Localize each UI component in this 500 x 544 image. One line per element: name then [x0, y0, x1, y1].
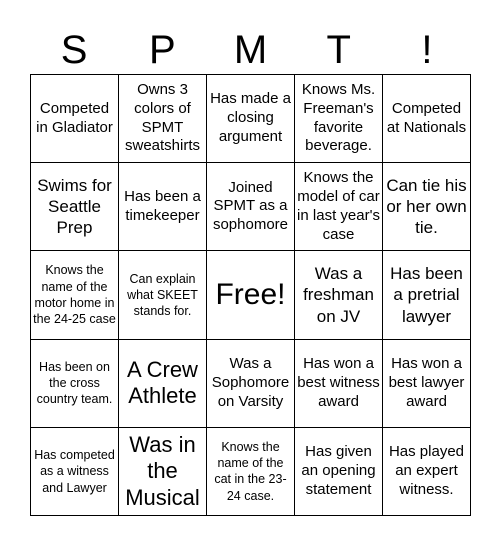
bingo-cell[interactable]: Was a freshman on JV — [295, 251, 383, 339]
bingo-cell[interactable]: Knows Ms. Freeman's favorite beverage. — [295, 75, 383, 163]
bingo-cell[interactable]: Has competed as a witness and Lawyer — [31, 428, 119, 516]
bingo-cell[interactable]: Competed at Nationals — [383, 75, 471, 163]
bingo-cell[interactable]: Has given an opening statement — [295, 428, 383, 516]
bingo-cell[interactable]: Has been on the cross country team. — [31, 340, 119, 428]
bingo-cell[interactable]: Owns 3 colors of SPMT sweatshirts — [119, 75, 207, 163]
title-letter: P — [148, 28, 176, 72]
bingo-cell[interactable]: Joined SPMT as a sophomore — [207, 163, 295, 251]
bingo-title — [30, 24, 471, 76]
bingo-cell[interactable]: Has won a best lawyer award — [383, 340, 471, 428]
bingo-cell[interactable]: Has been a pretrial lawyer — [383, 251, 471, 339]
bingo-cell[interactable]: Swims for Seattle Prep — [31, 163, 119, 251]
title-letter: T — [326, 28, 351, 72]
bingo-cell[interactable]: A Crew Athlete — [119, 340, 207, 428]
bingo-cell[interactable]: Can explain what SKEET stands for. — [119, 251, 207, 339]
bingo-cell[interactable]: Has made a closing argument — [207, 75, 295, 163]
bingo-cell[interactable]: Has been a timekeeper — [119, 163, 207, 251]
title-letter: S — [60, 28, 88, 72]
bingo-cell[interactable]: Can tie his or her own tie. — [383, 163, 471, 251]
bingo-cell[interactable]: Was a Sophomore on Varsity — [207, 340, 295, 428]
bingo-cell[interactable]: Knows the name of the motor home in the 24-25 case — [31, 251, 119, 339]
bingo-cell[interactable]: Knows the name of the cat in the 23-24 case. — [207, 428, 295, 516]
bingo-cell[interactable]: Knows the model of car in last year's case — [295, 163, 383, 251]
bingo-cell[interactable]: Has won a best witness award — [295, 340, 383, 428]
title-letter: M — [233, 28, 268, 72]
free-cell[interactable]: Free! — [207, 251, 295, 339]
bingo-cell[interactable]: Has played an expert witness. — [383, 428, 471, 516]
bingo-cell[interactable]: Competed in Gladiator — [31, 75, 119, 163]
bingo-cell[interactable]: Was in the Musical — [119, 428, 207, 516]
bingo-board — [30, 74, 471, 516]
title-letter: ! — [421, 28, 433, 72]
